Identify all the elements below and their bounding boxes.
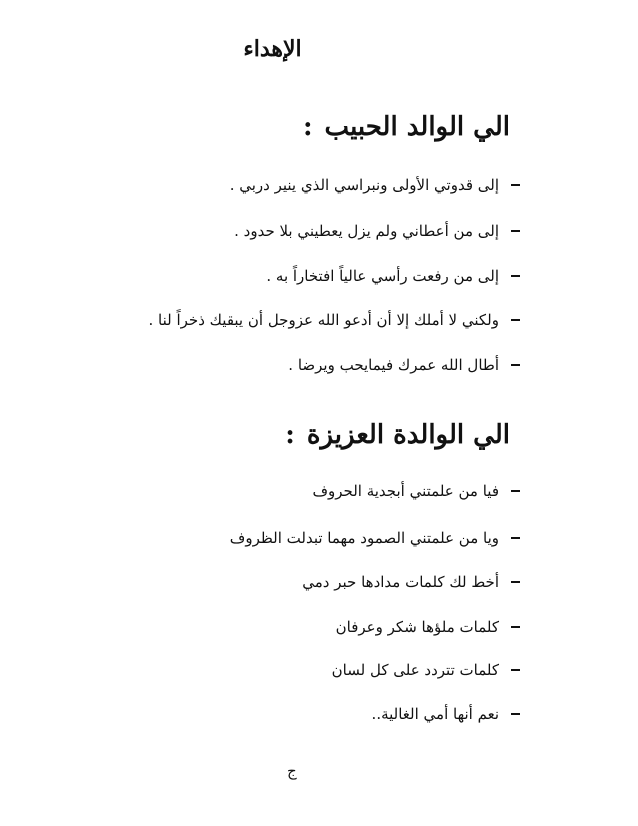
list-item (230, 176, 520, 194)
dash-bullet-icon (511, 364, 520, 366)
page-title: الإهداء (243, 36, 302, 62)
section-heading-text: الي الوالدة العزيزة (306, 420, 510, 450)
list-item (312, 482, 520, 500)
dash-bullet-icon (511, 275, 520, 277)
dash-bullet-icon (511, 669, 520, 671)
dash-bullet-icon (511, 713, 520, 715)
list-item-text: ولكني لا أملك إلا أن أدعو الله عزوجل أن يبقيك ذخراً لنا . (148, 311, 499, 329)
list-item (372, 705, 520, 723)
section-heading-text: الي الوالد الحبيب (324, 112, 510, 142)
section-heading-father (303, 112, 510, 142)
list-item (234, 222, 520, 240)
dash-bullet-icon (511, 230, 520, 232)
list-item (230, 529, 520, 547)
dash-bullet-icon (511, 319, 520, 321)
list-item (302, 573, 520, 591)
section-heading-colon: : (302, 112, 313, 142)
list-item-text: أطال الله عمرك فيمايحب ويرضا . (288, 356, 499, 374)
dash-bullet-icon (511, 626, 520, 628)
list-item-text: كلمات تتردد على كل لسان (331, 661, 499, 679)
list-item-text: فيا من علمتني أبجدية الحروف (312, 482, 499, 500)
section-heading-colon: : (285, 420, 295, 450)
dash-bullet-icon (511, 581, 520, 583)
list-item (336, 618, 520, 636)
list-item (266, 267, 520, 285)
list-item (332, 661, 520, 679)
list-item-text: نعم أنها أمي الغالية.. (371, 705, 499, 723)
list-item-text: إلى قدوتي الأولى ونبراسي الذي ينير دربي . (229, 176, 499, 194)
dash-bullet-icon (511, 490, 520, 492)
section-heading-mother (285, 420, 510, 450)
dash-bullet-icon (511, 537, 520, 539)
list-item (288, 356, 520, 374)
dash-bullet-icon (511, 184, 520, 186)
list-item-text: ويا من علمتني الصمود مهما تبدلت الظروف (229, 529, 499, 547)
list-item (149, 311, 520, 329)
page-number: ج (287, 762, 297, 780)
list-item-text: إلى من رفعت رأسي عالياً افتخاراً به . (266, 267, 499, 285)
list-item-text: أخط لك كلمات مدادها حبر دمي (302, 573, 499, 591)
list-item-text: إلى من أعطاني ولم يزل يعطيني بلا حدود . (234, 222, 499, 240)
list-item-text: كلمات ملؤها شكر وعرفان (335, 618, 499, 636)
